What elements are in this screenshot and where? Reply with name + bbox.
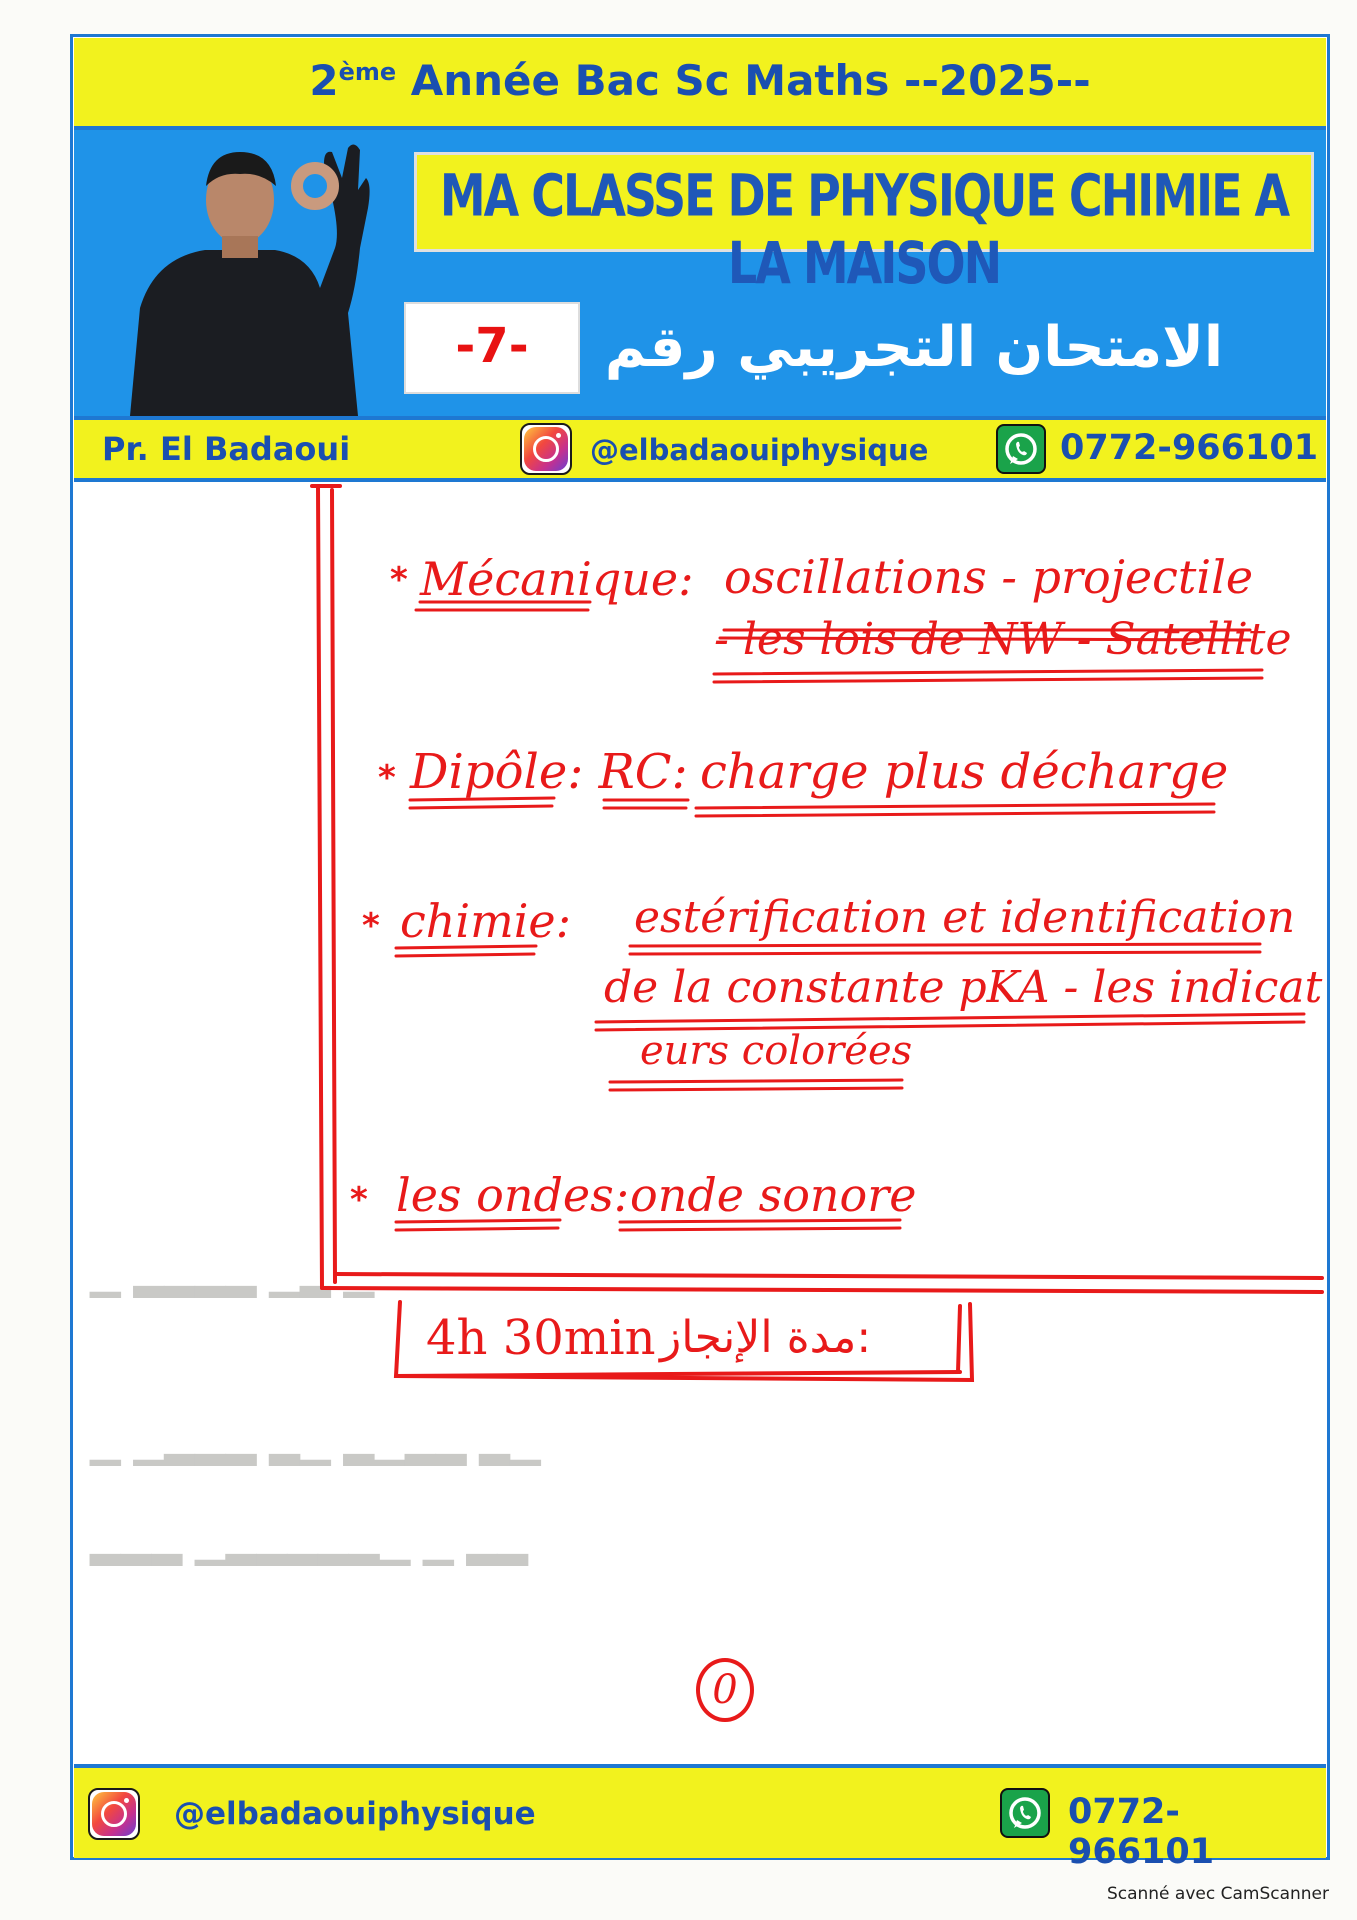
bullet-star: *	[390, 560, 408, 600]
duration-label: مدة الإنجاز:	[660, 1312, 872, 1363]
duration-value: 4h 30min	[426, 1310, 656, 1366]
topic-line: oscillations - projectile	[724, 550, 1254, 604]
bleed-through-text: ▁ ▂▂▂▂ ▁▂ ▁	[90, 1252, 375, 1298]
topic-label-ondes: les ondes:	[396, 1168, 630, 1222]
topic-line: eurs colorées	[640, 1028, 913, 1074]
teacher-name: Pr. El Badaoui	[102, 430, 351, 468]
exam-title: الامتحان التجريبي رقم	[604, 315, 1224, 380]
bullet-star: *	[362, 906, 380, 946]
topic-line: onde sonore	[630, 1168, 917, 1222]
exam-number-box: -7-	[404, 302, 580, 394]
bleed-through-text: ▁ ▁▂▂▂ ▂▁ ▂▁▂▂ ▂▁	[90, 1420, 541, 1466]
bullet-star: *	[350, 1180, 368, 1220]
instagram-handle[interactable]: @elbadaouiphysique	[590, 433, 929, 467]
scanner-watermark: Scanné avec CamScanner	[1106, 1884, 1329, 1904]
whatsapp-icon	[1000, 1788, 1050, 1838]
bleed-through-text: ▂▂▂ ▁▂▂▂▂▂▁ ▁ ▂▂	[90, 1520, 529, 1566]
instagram-icon	[88, 1788, 140, 1840]
level-title: 2ème Année Bac Sc Maths --2025--	[309, 56, 1091, 105]
topic-line: - les lois de NW - Satellite	[714, 614, 1292, 665]
bullet-star: *	[378, 758, 396, 798]
class-title-banner: MA CLASSE DE PHYSIQUE CHIMIE A LA MAISON	[414, 152, 1314, 252]
topic-line: de la constante pKA - les indicat	[604, 962, 1323, 1013]
topic-label-mecanique: Mécanique:	[420, 552, 694, 606]
topic-line: estérification et identification	[634, 892, 1296, 943]
footer-bar	[74, 1764, 1326, 1872]
topic-label-dipole: Dipôle: RC:	[410, 744, 688, 800]
instagram-handle[interactable]: @elbadaouiphysique	[174, 1796, 536, 1832]
phone-number[interactable]: 0772-966101	[1060, 428, 1319, 468]
topic-label-chimie: chimie:	[400, 894, 572, 948]
topic-line: charge plus décharge	[700, 744, 1229, 800]
phone-number[interactable]: 0772-966101	[1068, 1792, 1215, 1872]
page-number: 0	[696, 1658, 754, 1722]
